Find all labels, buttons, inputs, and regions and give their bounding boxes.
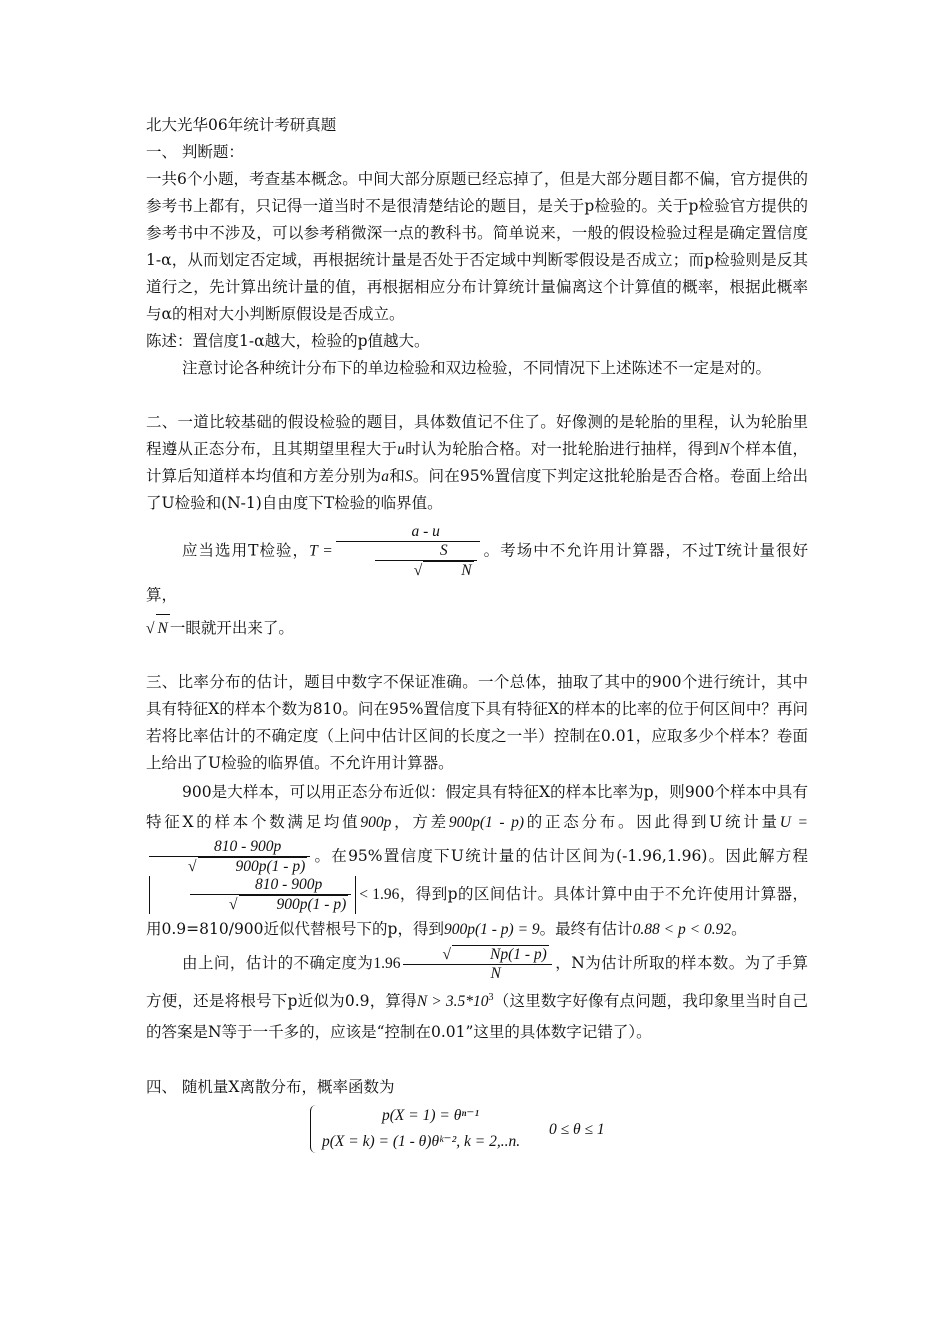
abs-value-expression: $\frac{810 - 900p}{√ 900p(1 - p)}$ — [149, 876, 356, 914]
section-3-uncertainty: 由上问，估计的不确定度为1.96 $\frac{√ Np(1 - p)}{N}$ ，N为估计所取的样本数。为了手算方便，还是将根号下p近似为0.9，算得$N > 3.5*10^3$（这里数字好像有点问题，我印象里当时自己的答案是N等于一千多的，应该是“控制在0.01”这里的具体数字记错了）。 — [146, 946, 808, 1042]
section-1-claim: 陈述：置信度1-α越大，检验的p值越大。 — [146, 332, 430, 350]
math-N: N — [719, 441, 730, 458]
theta-condition: 0 ≤ θ ≤ 1 — [549, 1120, 605, 1138]
uncertainty-fraction: $\frac{√ Np(1 - p)}{N}$ — [403, 945, 551, 983]
document-page — [146, 112, 808, 1155]
pmf-line-2: p(X = k) = (1 - θ)θᵏ⁻², k = 2,..n. — [322, 1133, 521, 1151]
probability-function — [146, 1103, 808, 1155]
section-1-body: 一共6个小题，考查基本概念。中间大部分原题已经忘掉了，但是大部分题目都不偏，官方提供的参考书上都有，只记得一道当时不是很清楚结论的题目，是关于p检验的。关于p检验官方提供的参考书中不涉及，可以参考稍微深一点的教科书。简单说来，一般的假设检验过程是确定置信度1-α，从而划定否定域，再根据统计量是否处于否定域中判断零假设是否成立；而p检验则是反其道行之，先计算出统计量的值，再根据相应分布计算统计量偏离这个计算值的概率，根据此概率与α的相对大小判断原假设是否成立。 — [146, 170, 808, 323]
doc-title: 北大光华06年统计考研真题 — [146, 116, 337, 134]
section-2-body: 二、一道比较基础的假设检验的题目，具体数值记不住了。好像测的是轮胎的里程，认为轮胎里程遵从正态分布，且其期望里程大于u时认为轮胎合格。对一批轮胎进行抽样，得到N个样本值，计算后知道样本均值和方差分别为a和S。问在95%置信度下判定这批轮胎是否合格。卷面上给出了U检验和(N-1)自由度下T检验的临界值。 — [146, 413, 808, 512]
section-2-answer: 应当选用T检验，T = $\frac{a - u}{\frac{S}{√ N}}$ 。考场中不允许用计算器，不过T统计量很好算， — [146, 523, 808, 604]
pmf-line-1: p(X = 1) = θⁿ⁻¹ — [382, 1107, 480, 1125]
math-a: a — [381, 468, 390, 485]
section-2-answer-cont: √ N 一眼就开出来了。 — [146, 614, 808, 642]
u-statistic-fraction: $\frac{810 - 900p}{√ 900p(1 - p)}$ — [149, 838, 310, 876]
section-3-solution: 900是大样本，可以用正态分布近似：假定具有特征X的样本比率为p，则900个样本中具有特征X的样本个数满足均值900p，方差900p(1 - p)的正态分布。因此得到U统计量U = $\frac{810 - 900p}{√ 900p(1 - p)}$ 。在95%置信度下U统计量的估计区间为(-1.96,1.96)。因此解方程 $\frac{810 - 900p}{√ 900p(1 - p)}$ < 1.96，得到p的区间估计。具体计算中由于不允许使用计算器，用0.9=810/900近似代替根号下的p，得到900p(1 - p) = 9。最终有估计0.88 < p < 0.92。 — [146, 783, 808, 938]
section-1-note: 注意讨论各种统计分布下的单边检验和双边检验，不同情况下上述陈述不一定是对的。 — [182, 359, 772, 377]
t-statistic-lhs: T = — [309, 542, 333, 560]
u-statistic-lhs: U = — [779, 814, 808, 831]
math-S: S — [404, 468, 413, 485]
section-3-body: 三、比率分布的估计，题目中数字不保证准确。一个总体，抽取了其中的900个进行统计，其中具有特征X的样本个数为810。问在95%置信度下具有特征X的样本的比率的位于何区间中？再问若将比率估计的不确定度（上问中估计区间的长度之一半）控制在0.01，应取多少个样本？卷面上给出了U检验的临界值。不允许用计算器。 — [146, 673, 808, 772]
section-4-heading: 四、 随机量X离散分布，概率函数为 — [146, 1078, 395, 1097]
section-1-heading: 一、 判断题： — [146, 143, 244, 161]
t-statistic-fraction: $\frac{a - u}{\frac{S}{√ N}}$ — [336, 523, 480, 580]
math-u: u — [397, 441, 405, 458]
